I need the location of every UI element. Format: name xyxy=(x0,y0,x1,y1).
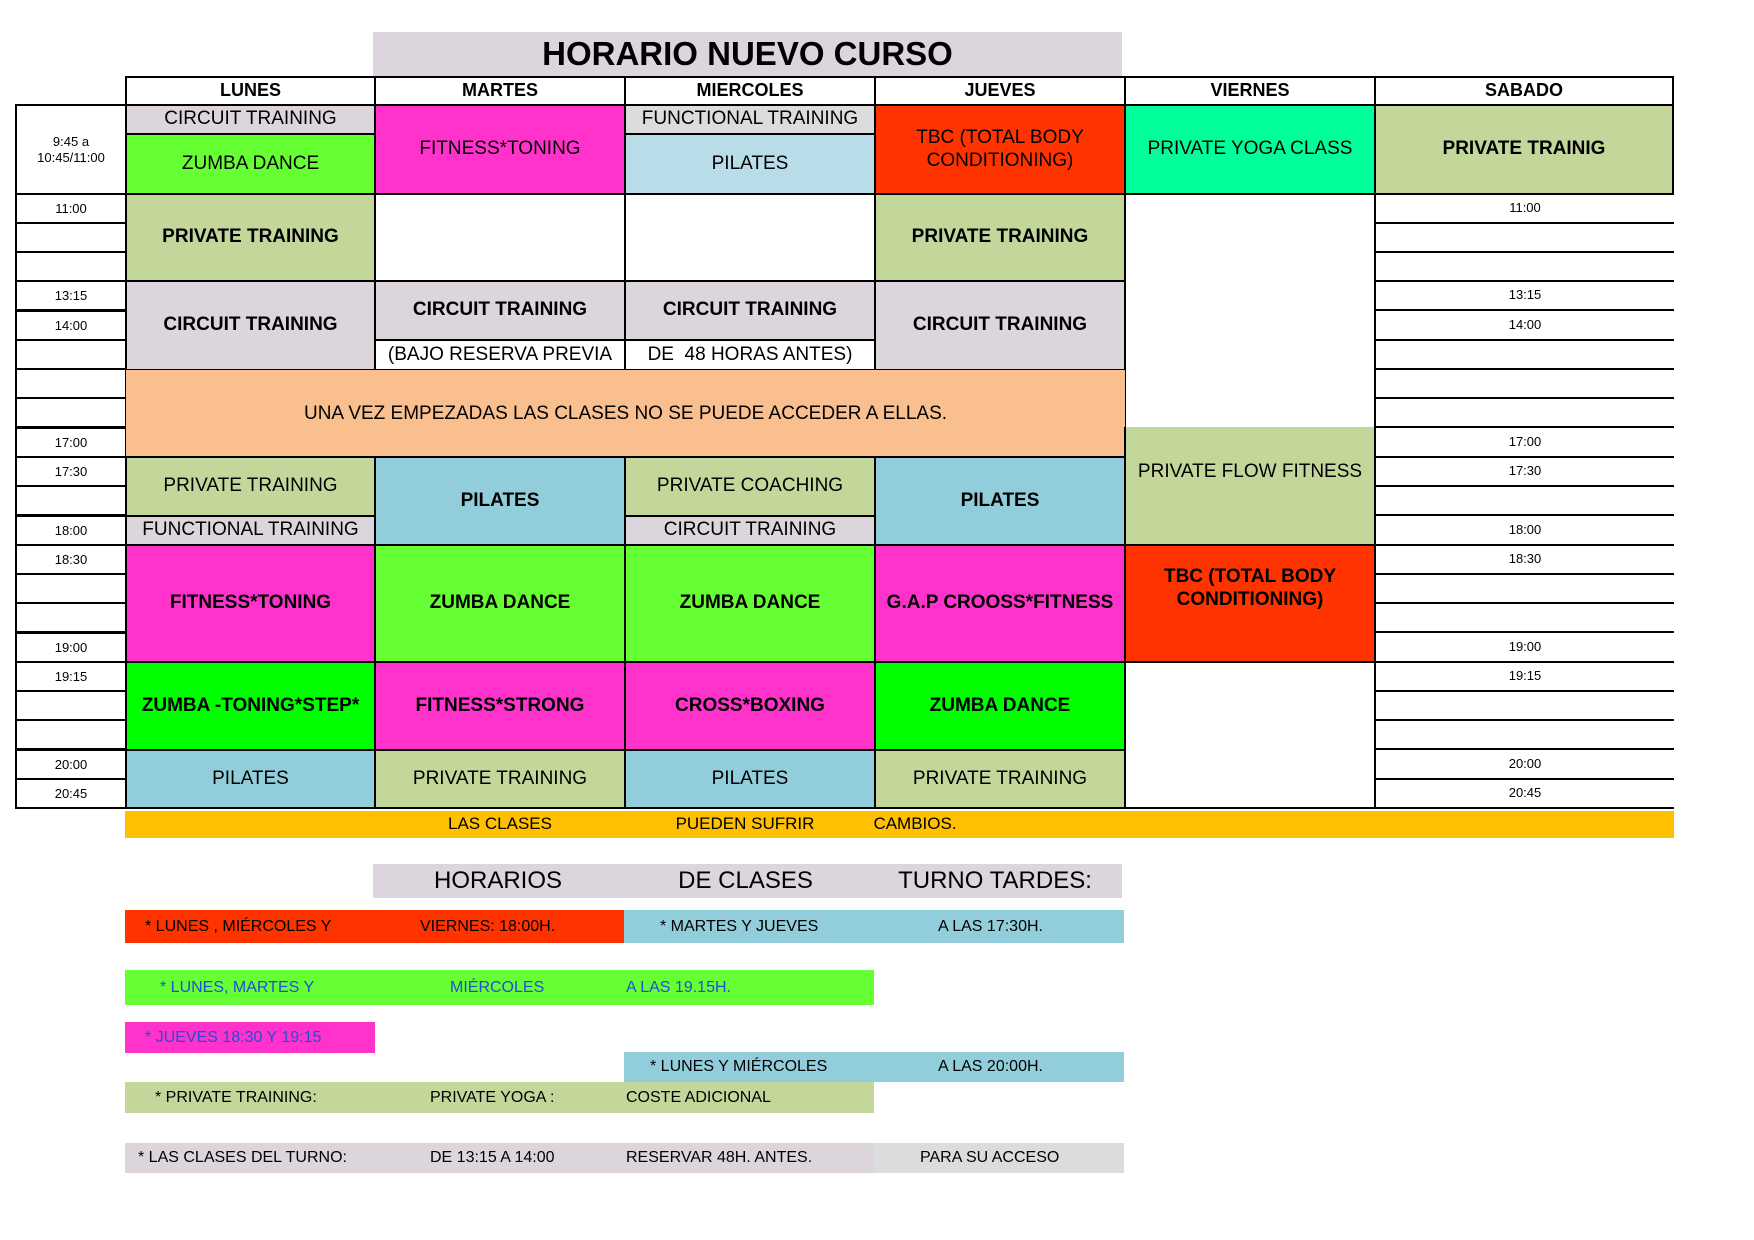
time-blank xyxy=(15,573,127,604)
sat-time-blank xyxy=(1374,251,1674,282)
note-text: * LUNES , MIÉRCOLES Y xyxy=(145,917,332,935)
note-text: VIERNES: 18:00H. xyxy=(420,917,556,935)
sat-time-blank xyxy=(1374,690,1674,721)
sat-time-blank xyxy=(1374,485,1674,516)
time-blank xyxy=(15,690,127,721)
time-blank xyxy=(15,368,127,399)
time-1700: 17:00 xyxy=(15,427,127,458)
class-zumba-dance: ZUMBA DANCE xyxy=(125,133,376,195)
note-text: PRIVATE YOGA : xyxy=(430,1088,555,1106)
sat-time-2045: 20:45 xyxy=(1374,778,1674,809)
class-fitness-strong: FITNESS*STRONG xyxy=(374,661,626,751)
class-circuit-training: CIRCUIT TRAINING xyxy=(374,280,626,341)
sat-time-blank xyxy=(1374,719,1674,750)
class-circuit-training: CIRCUIT TRAINING xyxy=(624,280,876,341)
class-tbc: TBC (TOTAL BODY CONDITIONING) xyxy=(1124,544,1376,663)
sat-time-1800: 18:00 xyxy=(1374,515,1674,546)
note-text: * PRIVATE TRAINING: xyxy=(155,1088,317,1106)
note-text: DE 13:15 A 14:00 xyxy=(430,1149,555,1167)
access-notice: UNA VEZ EMPEZADAS LAS CLASES NO SE PUEDE ACCEDER A ELLAS. xyxy=(126,370,1125,458)
note-text: * MARTES Y JUEVES xyxy=(660,917,819,935)
sat-time-1100: 11:00 xyxy=(1374,193,1674,224)
time-blank xyxy=(15,719,127,750)
note-text: * LUNES Y MIÉRCOLES xyxy=(650,1058,828,1076)
changes-banner-text: CAMBIOS. xyxy=(873,814,957,834)
class-circuit-training: CIRCUIT TRAINING xyxy=(624,515,876,546)
empty-slot xyxy=(624,193,876,282)
time-blank xyxy=(15,251,127,282)
time-1915: 19:15 xyxy=(15,661,127,692)
class-private-training: PRIVATE TRAINING xyxy=(125,193,376,282)
sat-time-blank xyxy=(1374,573,1674,604)
day-header-viernes: VIERNES xyxy=(1124,76,1376,106)
time-blank xyxy=(15,602,127,633)
time-1900: 19:00 xyxy=(15,632,127,663)
sat-time-1730: 17:30 xyxy=(1374,456,1674,487)
sat-time-blank xyxy=(1374,222,1674,253)
class-private-training: PRIVATE TRAINING xyxy=(374,749,626,809)
sat-time-blank xyxy=(1374,602,1674,633)
note-text: A LAS 17:30H. xyxy=(938,917,1043,935)
class-circuit-training: CIRCUIT TRAINING xyxy=(874,280,1126,371)
empty-slot xyxy=(374,193,626,282)
time-1400: 14:00 xyxy=(15,310,127,341)
time-2000: 20:00 xyxy=(15,749,127,780)
time-blank xyxy=(15,485,127,516)
class-functional-training: FUNCTIONAL TRAINING xyxy=(624,104,876,135)
class-pilates: PILATES xyxy=(374,456,626,546)
note-text: A LAS 20:00H. xyxy=(938,1058,1043,1076)
class-fitness-toning: FITNESS*TONING xyxy=(125,544,376,663)
class-pilates: PILATES xyxy=(624,749,876,809)
time-2045: 20:45 xyxy=(15,778,127,809)
class-pilates: PILATES xyxy=(125,749,376,809)
afternoon-header-text: TURNO TARDES: xyxy=(898,866,1092,894)
class-functional-training: FUNCTIONAL TRAINING xyxy=(125,515,376,546)
sat-time-blank xyxy=(1374,368,1674,399)
page-title: HORARIO NUEVO CURSO xyxy=(373,32,1122,76)
class-private-training: PRIVATE TRAINING xyxy=(874,749,1126,809)
class-private-trainig: PRIVATE TRAINIG xyxy=(1374,104,1674,195)
sat-time-blank xyxy=(1374,397,1674,428)
day-header-miercoles: MIERCOLES xyxy=(624,76,876,106)
day-header-sabado: SABADO xyxy=(1374,76,1674,106)
class-circuit-training: CIRCUIT TRAINING xyxy=(125,280,376,371)
sat-time-1400: 14:00 xyxy=(1374,310,1674,341)
class-private-yoga: PRIVATE YOGA CLASS xyxy=(1124,104,1376,195)
changes-banner-text: PUEDEN SUFRIR xyxy=(675,814,815,834)
reservation-note: DE 48 HORAS ANTES) xyxy=(624,339,876,371)
sat-time-2000: 20:00 xyxy=(1374,749,1674,780)
reservation-note: (BAJO RESERVA PREVIA xyxy=(374,339,626,371)
class-pilates: PILATES xyxy=(624,133,876,195)
afternoon-header-text: DE CLASES xyxy=(678,866,813,894)
class-zumba-toning-step: ZUMBA -TONING*STEP* xyxy=(125,661,376,751)
class-zumba-dance: ZUMBA DANCE xyxy=(624,544,876,663)
time-1730: 17:30 xyxy=(15,456,127,487)
class-zumba-dance: ZUMBA DANCE xyxy=(874,661,1126,751)
class-private-flow-fitness: PRIVATE FLOW FITNESS xyxy=(1124,427,1376,546)
empty-slot xyxy=(1124,661,1376,809)
time-blank xyxy=(15,222,127,253)
time-blank xyxy=(15,397,127,428)
sat-time-blank xyxy=(1374,339,1674,370)
note-text: RESERVAR 48H. ANTES. xyxy=(626,1149,813,1167)
time-blank xyxy=(15,339,127,370)
sat-time-1315: 13:15 xyxy=(1374,280,1674,311)
afternoon-header-text: HORARIOS xyxy=(433,866,562,894)
note-text: MIÉRCOLES xyxy=(450,978,545,996)
note-text: COSTE ADICIONAL xyxy=(626,1088,771,1106)
class-pilates: PILATES xyxy=(874,456,1126,546)
note-text: PARA SU ACCESO xyxy=(920,1149,1060,1167)
time-1830: 18:30 xyxy=(15,544,127,575)
day-header-martes: MARTES xyxy=(374,76,626,106)
time-morning: 9:45 a 10:45/11:00 xyxy=(15,104,127,195)
class-private-training: PRIVATE TRAINING xyxy=(125,456,376,517)
note-text: * LUNES, MARTES Y xyxy=(160,978,315,996)
sat-time-1830: 18:30 xyxy=(1374,544,1674,575)
time-1800: 18:00 xyxy=(15,515,127,546)
changes-banner-text: LAS CLASES xyxy=(448,814,552,834)
time-1315: 13:15 xyxy=(15,280,127,311)
class-tbc: TBC (TOTAL BODY CONDITIONING) xyxy=(874,104,1126,195)
note-text: * LAS CLASES DEL TURNO: xyxy=(138,1149,347,1167)
empty-slot xyxy=(1124,193,1376,429)
sat-time-1700: 17:00 xyxy=(1374,427,1674,458)
note-text: * JUEVES 18:30 Y 19:15 xyxy=(125,1022,375,1053)
class-private-coaching: PRIVATE COACHING xyxy=(624,456,876,517)
class-fitness-toning: FITNESS*TONING xyxy=(374,104,626,195)
time-1100: 11:00 xyxy=(15,193,127,224)
note-text: A LAS 19.15H. xyxy=(626,978,731,996)
day-header-jueves: JUEVES xyxy=(874,76,1126,106)
class-zumba-dance: ZUMBA DANCE xyxy=(374,544,626,663)
day-header-lunes: LUNES xyxy=(125,76,376,106)
class-gap-crooss-fitness: G.A.P CROOSS*FITNESS xyxy=(874,544,1126,663)
sat-time-1900: 19:00 xyxy=(1374,632,1674,663)
class-private-training: PRIVATE TRAINING xyxy=(874,193,1126,282)
class-cross-boxing: CROSS*BOXING xyxy=(624,661,876,751)
class-circuit-training: CIRCUIT TRAINING xyxy=(125,104,376,135)
sat-time-1915: 19:15 xyxy=(1374,661,1674,692)
